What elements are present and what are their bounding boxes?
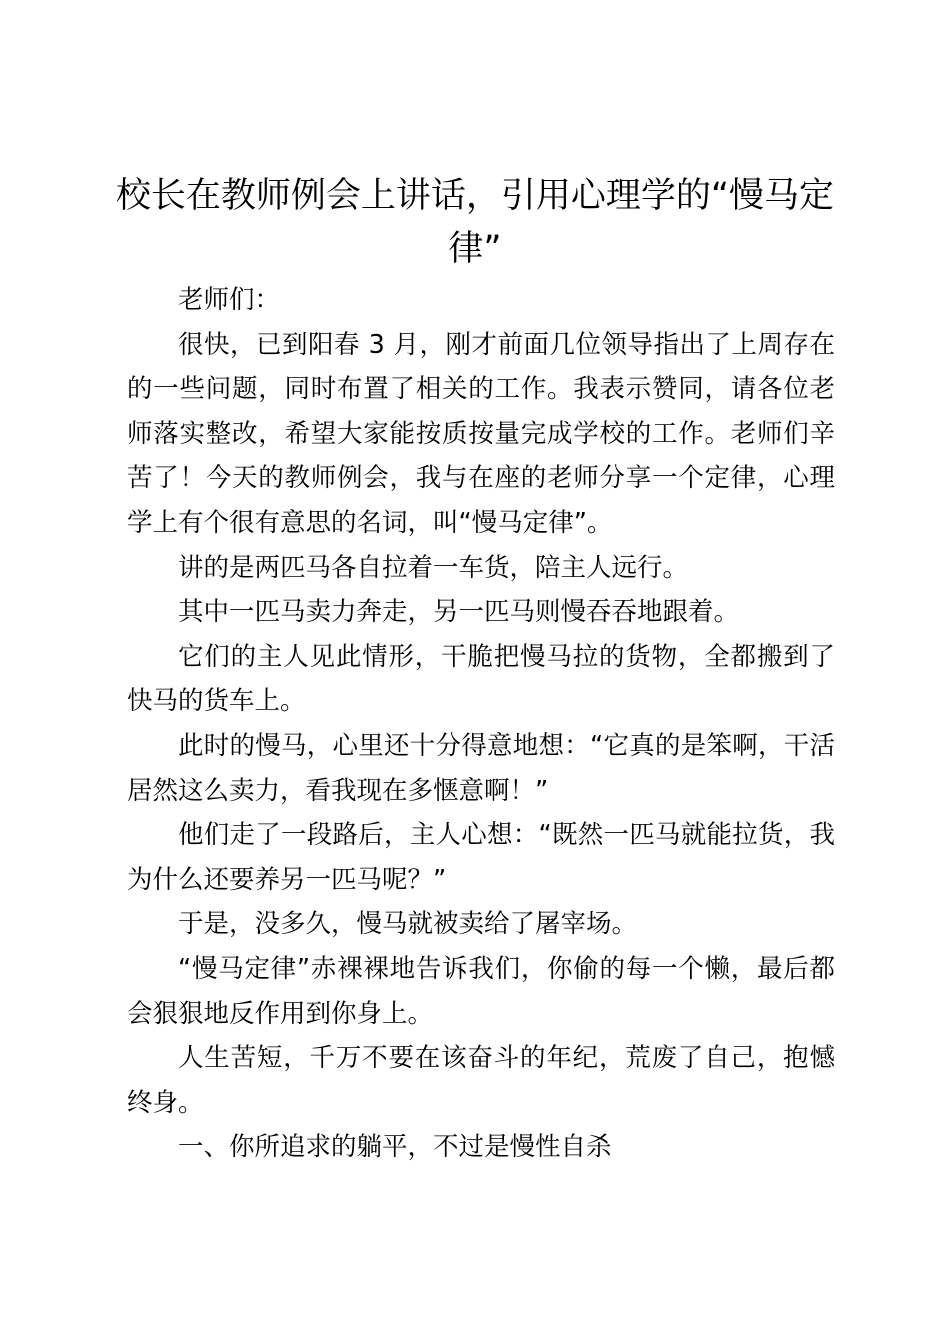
paragraph: 人生苦短，千万不要在该奋斗的年纪，荒废了自己，抱憾终身。 bbox=[127, 1043, 835, 1118]
paragraph-greeting: 老师们： bbox=[178, 285, 281, 315]
paragraph: 此时的慢马，心里还十分得意地想：“它真的是笨啊，干活居然这么卖力，看我现在多惬意啊！” bbox=[127, 730, 835, 806]
paragraph: 很快，已到阳春 3 月，刚才前面几位领导指出了上周存在的一些问题，同时布置了相关的工作。我表示赞同，请各位老师落实整改，希望大家能按质按量完成学校的工作。老师们辛苦了！今天的教师例会，我与在座的老师分享一个定律，心理学上有个很有意思的名词，叫“慢马定律”。 bbox=[127, 329, 835, 538]
paragraph: 它们的主人见此情形，干脆把慢马拉的货物，全都搬到了快马的货车上。 bbox=[127, 641, 835, 717]
paragraph: 讲的是两匹马各自拉着一车货，陪主人远行。 bbox=[178, 552, 689, 583]
document-body bbox=[127, 278, 835, 1170]
paragraph: 于是，没多久，慢马就被卖给了屠宰场。 bbox=[178, 909, 638, 940]
paragraph: “慢马定律”赤裸裸地告诉我们，你偷的每一个懒，最后都会狠狠地反作用到你身上。 bbox=[127, 953, 835, 1029]
paragraph: 他们走了一段路后，主人心想：“既然一匹马就能拉货，我为什么还要养另一匹马呢？” bbox=[127, 820, 835, 895]
section-heading: 一、你所追求的躺平，不过是慢性自杀 bbox=[178, 1132, 612, 1163]
paragraph: 其中一匹马卖力奔走，另一匹马则慢吞吞地跟着。 bbox=[178, 597, 740, 628]
document-title: 校长在教师例会上讲话，引用心理学的“慢马定律” bbox=[115, 176, 835, 269]
